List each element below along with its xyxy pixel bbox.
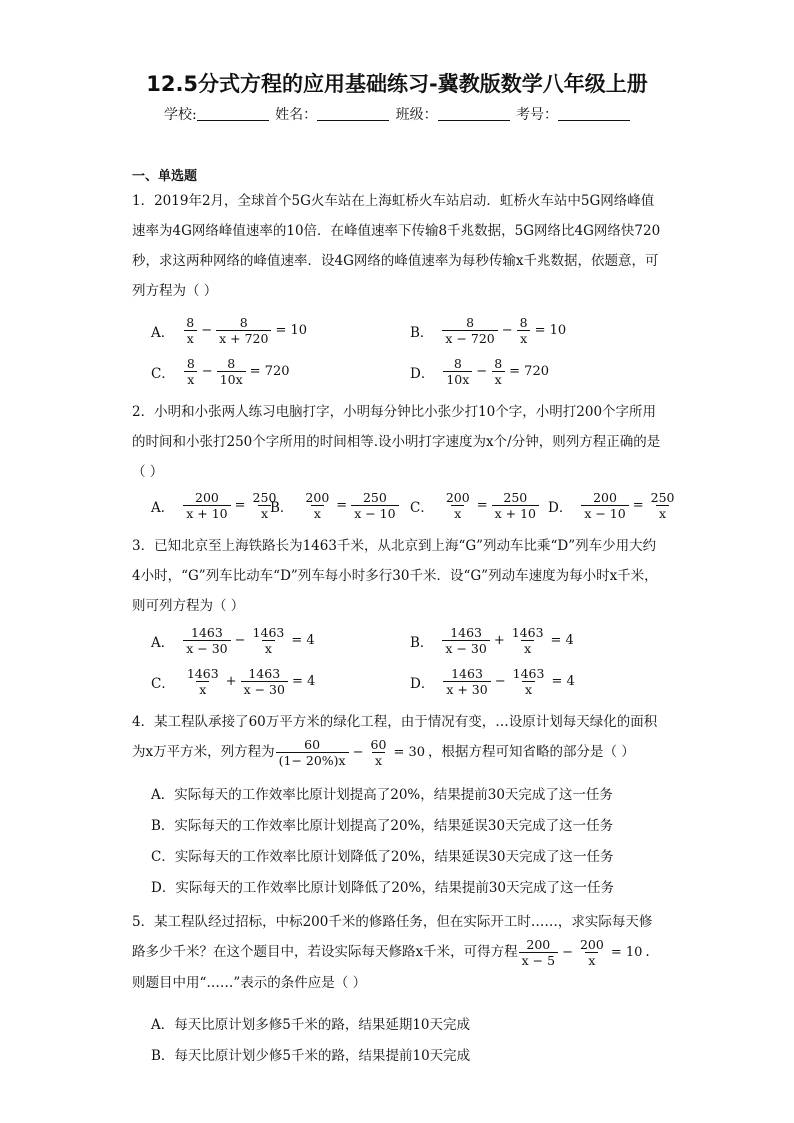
name-blank[interactable]: [317, 106, 389, 121]
question-5-option-b[interactable]: B．每天比原计划少修5千米的路，结果提前10天完成: [151, 1048, 471, 1064]
question-1-option-a[interactable]: A． $\frac{8}{x}$ − $\frac{8}{x + 720}$ = 10: [151, 315, 308, 346]
question-1-text: 1．2019年2月，全球首个5G火车站在上海虹桥火车站启动．虹桥火车站中5G网络峰值速率为4G网络峰值速率的10倍．在峰值速率下传输8千兆数据，5G网络比4G网络快720秒，求这两种网络的峰值速率．设4G网络的峰值速率为每秒传输x千兆数据，依题意，可列方程为（ ）: [132, 193, 661, 299]
question-5-option-a[interactable]: A．每天比原计划多修5千米的路，结果延期10天完成: [151, 1017, 471, 1033]
class-blank[interactable]: [438, 106, 510, 121]
question-1-option-d[interactable]: D． $\frac{8}{10x}$ − $\frac{8}{x}$ = 720: [410, 356, 549, 387]
question-5-text: 5．某工程队经过招标，中标200千米的修路任务，但在实际开工时……，求实际每天修路多少千米？在这个题目中，若设实际每天修路x千米，可得方程 $\frac{200}{x - 5}$ − $\frac{200}{x}$ = 10 .则题目中用“……”表示的条件应是（ ）: [132, 914, 653, 991]
question-2-text: 2．小明和小张两人练习电脑打字，小明每分钟比小张少打10个字，小明打200个字所用的时间和小张打250个字所用的时间相等.设小明打字速度为x个/分钟，则列方程正确的是（ ）: [132, 404, 661, 480]
class-label: 班级：: [395, 107, 438, 123]
question-4-equation: $\frac{60}{(1- 20\%)x}$ − $\frac{60}{x}$ = 30: [275, 737, 428, 768]
exam-no-label: 考号：: [516, 107, 559, 123]
student-info-line: [0, 104, 794, 124]
question-3-option-b[interactable]: B． $\frac{1463}{x - 30}$ + $\frac{1463}{x}$ = 4: [410, 625, 574, 656]
exam-no-blank[interactable]: [558, 106, 630, 121]
question-5-equation: $\frac{200}{x - 5}$ − $\frac{200}{x}$ = 10: [518, 937, 646, 968]
question-2-option-a[interactable]: A． $\frac{200}{x + 10}$ = $\frac{250}{x}$: [151, 490, 277, 521]
page-title: 12.5分式方程的应用基础练习-冀教版数学八年级上册: [146, 72, 648, 96]
question-3-option-c[interactable]: C． $\frac{1463}{x}$ + $\frac{1463}{x - 30}$ = 4: [151, 666, 316, 697]
name-label: 姓名：: [275, 107, 318, 123]
school-label: 学校:: [163, 107, 197, 123]
question-3-option-a[interactable]: A． $\frac{1463}{x - 30}$ − $\frac{1463}{x}$ = 4: [151, 625, 315, 656]
question-2-option-d[interactable]: D． $\frac{200}{x - 10}$ = $\frac{250}{x}$: [548, 490, 675, 521]
question-2-option-b[interactable]: B． $\frac{200}{x}$ = $\frac{250}{x - 10}$: [270, 490, 400, 521]
question-1-option-c[interactable]: C． $\frac{8}{x}$ − $\frac{8}{10x}$ = 720: [151, 356, 290, 387]
question-4-option-b[interactable]: B．实际每天的工作效率比原计划提高了20%，结果延误30天完成了这一任务: [151, 818, 614, 834]
question-2-option-c[interactable]: C． $\frac{200}{x}$ = $\frac{250}{x + 10}$: [410, 490, 540, 521]
question-3-text: 3．已知北京至上海铁路长为1463千米，从北京到上海“G”列动车比乘“D”列车少用大约4小时，“G”列车比动车“D”列车每小时多行30千米．设“G”列动车速度为每小时x千米，则可列方程为（ ）: [132, 538, 658, 614]
question-1-option-b[interactable]: B． $\frac{8}{x - 720}$ − $\frac{8}{x}$ = 10: [410, 315, 567, 346]
question-4-text: 4．某工程队承接了60万平方米的绿化工程，由于情况有变，…设原计划每天绿化的面积为x万平方米，列方程为 $\frac{60}{(1- 20\%)x}$ − $\frac{60}{x}$ = 30 ，根据方程可知省略的部分是（ ）: [132, 714, 658, 768]
question-4-option-d[interactable]: D．实际每天的工作效率比原计划降低了20%，结果提前30天完成了这一任务: [151, 880, 615, 896]
school-blank[interactable]: [197, 106, 269, 121]
question-3-option-d[interactable]: D． $\frac{1463}{x + 30}$ − $\frac{1463}{x}$ = 4: [410, 666, 575, 697]
question-4-option-a[interactable]: A．实际每天的工作效率比原计划提高了20%，结果提前30天完成了这一任务: [151, 787, 613, 803]
section-heading: 一、单选题: [132, 169, 198, 184]
question-4-option-c[interactable]: C．实际每天的工作效率比原计划降低了20%，结果延误30天完成了这一任务: [151, 849, 614, 865]
